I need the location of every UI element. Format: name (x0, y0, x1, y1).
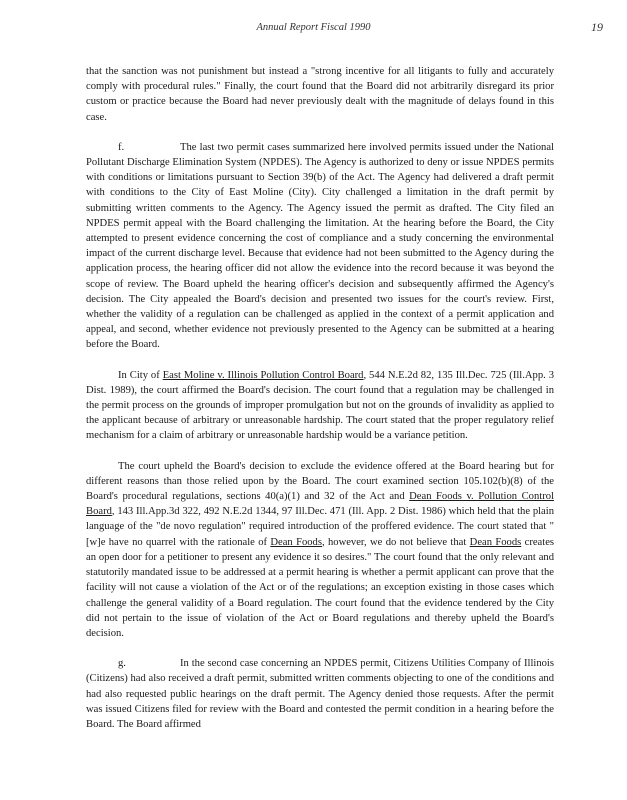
paragraph-text: , 544 N.E.2d 82, 135 Ill.Dec. 725 (Ill.App. 3 Dist. 1989), the court affirmed the Board's decision. The court found that a regulation may be challenged in the permit process on the grounds of improper promulgation but not on the grounds of invalidity as applied to the applicant because of arbitrary or unreasonable hardship. The court stated that the proper regulatory relief mechanism for a claim of arbitrary or unreasonable hardship would be a variance petition. (86, 369, 554, 442)
paragraph-text: The court upheld the Board's decision to exclude the evidence offered at the Board hearing but for different reasons than those relied upon by the Board. The court examined section 105.102(b)(8) of the Board's procedural regulations, sections 40(a)(1) and 32 of the Act and (86, 460, 554, 503)
paragraph-text: , 143 Ill.App.3d 322, 492 N.E.2d 1344, 97 Ill.Dec. 471 (Ill. App. 2 Dist. 1986) which held that the plain language of the "de novo regulation" required introduction of the proffered evidence. The court stated that "[w]e have no quarrel with the rationale of (86, 506, 554, 548)
paragraph-continuation (86, 64, 554, 125)
paragraph-text: creates an open door for a petitioner to present any evidence it so desires." The court found that the only relevant and statutorily mandated issue to be addressed at a permit hearing is whether a permit applicant can prove that the facility will not cause a violation of the Act or of the regulations; an exception existing in those cases which challenge the general validity of a Board regulation. The court found that the evidence tendered by the City did not pertain to the issue of violation of the Act or Board regulations and thereby upheld the Board's decision. (86, 536, 555, 639)
paragraph-text: In the second case concerning an NPDES permit, Citizens Utilities Company of Illinois (Citizens) had also received a draft permit, submitted written comments objecting to one of the conditions and had also requested public hearings on the draft permit. The Agency denied those requests. After the permit was issued Citizens filed for review with the Board and contested the permit condition in a hearing before the Board. The Board affirmed (86, 658, 554, 730)
item-marker-f: f. (118, 141, 125, 153)
running-header: Annual Report Fiscal 1990 (256, 22, 371, 33)
case-name: Dean Foods v. Pollution Control Board (86, 491, 554, 518)
item-marker-g: g. (118, 658, 126, 670)
paragraph-east-moline (86, 368, 554, 444)
paragraph-text: In City of (118, 369, 163, 381)
case-name: East Moline v. Illinois Pollution Control Board (162, 369, 364, 381)
paragraph-court-upheld (86, 459, 554, 641)
paragraph-text: The last two permit cases summarized here involved permits issued under the National Pollutant Discharge Elimination System (NPDES). The Agency is authorized to deny or issue NPDES permits with conditions or limitations pursuant to Section 39(b) of the Act. The Agency had delivered a draft permit with conditions to the City of East Moline (City). City challenged a limitation in the draft permit by submitting written comments to the Agency. The Agency issued the permit as drafted. The City filed an NPDES permit appeal with the Board challenging the limitation. At the hearing before the Board, the City attempted to present evidence concerning the cost of compliance and a study concerning the environmental impact of the current discharge level. Because that evidence had not been submitted to the Agency during the application process, the hearing officer did not allow the evidence into the record because it was beyond the scope of review. The Board upheld the hearing officer's decision and subsequently affirmed the Agency's decision. The City appealed the Board's decision and presented two issues for the court's review. First, whether the validity of a regulation can be challenged as applied in the context of a permit application and appeal, and second, whether evidence not previously presented to the Agency can be submitted at a hearing before the Board. (86, 141, 554, 351)
paragraph-text: , however, we do not believe that (321, 536, 470, 548)
body-text (86, 64, 554, 747)
case-name: Dean Foods (270, 536, 322, 548)
page-number: 19 (591, 20, 603, 34)
case-name: Dean Foods (469, 536, 522, 548)
paragraph-item-g (86, 656, 554, 732)
paragraph-text: that the sanction was not punishment but instead a "strong incentive for all litigants to fully and accurately comply with procedural rules." Finally, the court found that the Board did not arbitrarily disregard its prior custom or practice because the Board had never previously dealt with the magnitude of delays found in this case. (86, 66, 554, 123)
paragraph-item-f (86, 140, 554, 353)
